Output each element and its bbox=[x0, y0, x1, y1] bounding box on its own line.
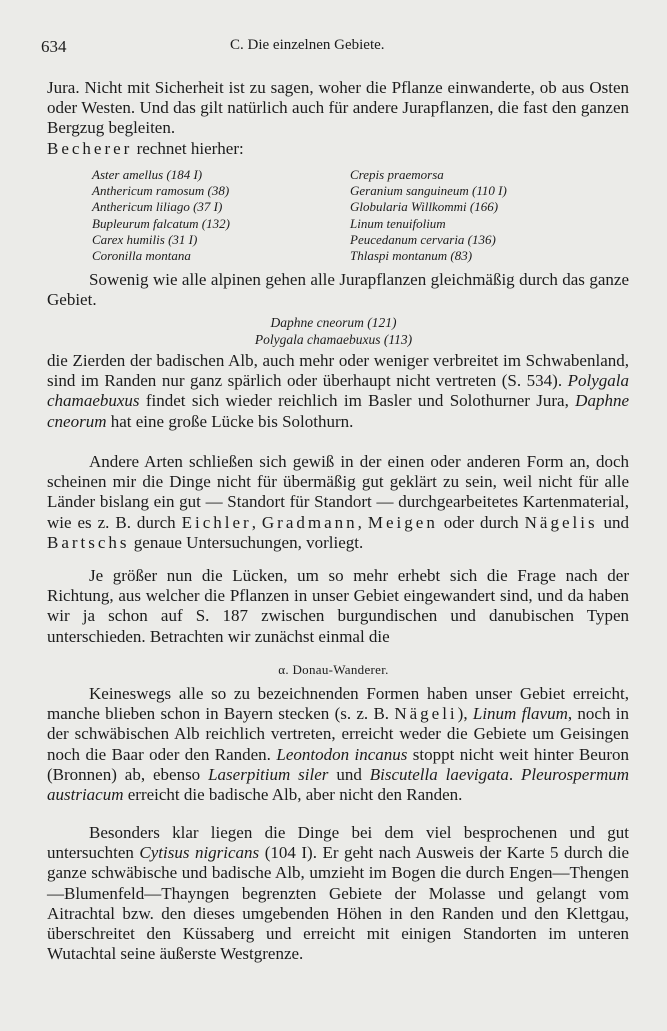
paragraph-zierden: die Zierden der badischen Alb, auch mehr oder weniger verbreitet im Schwabenland, sind im Randen nur ganz spärlich oder überhaupt nicht vertreten (S. 534). Polygala chamaebuxus findet sich wieder reichlich im Basler und Solothurner Jura, Daphne cneorum hat eine große Lücke bis Solothurn. bbox=[47, 351, 629, 431]
page-header bbox=[0, 37, 667, 59]
section-heading: α. Donau-Wanderer. bbox=[278, 662, 389, 677]
species-name: Cytisus nigricans bbox=[139, 843, 260, 863]
list-item: Thlaspi montanum (83) bbox=[350, 248, 473, 264]
species-list-left bbox=[92, 167, 230, 264]
list-item: Daphne cneorum (121) bbox=[270, 315, 397, 330]
species-name: Polygala chamaebuxus bbox=[47, 371, 629, 411]
list-item: Anthericum liliago (37 I) bbox=[92, 199, 223, 215]
species-list-center bbox=[0, 315, 667, 348]
list-item: Carex humilis (31 I) bbox=[92, 231, 198, 247]
list-item: Polygala chamaebuxus (113) bbox=[254, 331, 413, 347]
species-list-right bbox=[350, 167, 507, 264]
list-item: Linum tenuifolium bbox=[350, 215, 446, 231]
page-number: 634 bbox=[41, 37, 67, 56]
paragraph-besonders: Besonders klar liegen die Dinge bei dem viel besprochenen und gut untersuchten Cytisus nigricans (104 I). Er geht nach Ausweis der Karte 5 durch die ganze schwäbische und badische Alb, umzieht im Bogen die durch Engen—Thengen—Blumenfeld—Thayngen begrenzten Gebiete der Molasse und gelangt vom Aitrachtal bzw. den dieses umgebenden Höhen in den Randen und den Klettgau, überschreitet den Küssaberg und erreicht mit einigen Standorten im unteren Wutachtal seine äußerste Westgrenze. bbox=[47, 823, 630, 964]
species-name: Linum flavum bbox=[472, 704, 568, 724]
author-name: Bartschs bbox=[47, 532, 130, 552]
list-item: Crepis praemorsa bbox=[350, 167, 444, 182]
species-name: Biscutella laevigata bbox=[369, 764, 509, 784]
list-item: Peucedanum cervaria (136) bbox=[350, 231, 496, 247]
species-name: Pleurospermum austriacum bbox=[47, 764, 629, 805]
author-becherer: Becherer bbox=[47, 138, 133, 158]
list-item: Anthericum ramosum (38) bbox=[92, 183, 230, 199]
running-title: C. Die einzelnen Gebiete. bbox=[230, 37, 385, 53]
list-item: Aster amellus (184 I) bbox=[92, 167, 203, 182]
list-item: Globularia Willkommi (166) bbox=[350, 199, 499, 215]
species-name: Daphne cneorum bbox=[47, 391, 629, 431]
author-name: Nägelis bbox=[524, 512, 598, 532]
species-name: Laserpitium siler bbox=[208, 764, 329, 784]
author-name: Meigen bbox=[367, 512, 438, 532]
species-name: Leontodon incanus bbox=[276, 744, 408, 764]
list-item: Coronilla montana bbox=[92, 248, 191, 264]
paragraph-andere-arten: Andere Arten schließen sich gewiß in der einen oder anderen Form an, doch scheinen mir die Dinge nicht für übermäßig gut geklärt zu sein, weil nicht für alle Länder bislang ein gut — Standort für Standort — durchgearbeitetes Kartenmaterial, wie es z. B. durch Eichler, Gradmann, Meigen oder durch Nägelis und Bartschs genaue Untersuchungen, vorliegt. bbox=[47, 452, 630, 552]
list-item: Bupleurum falcatum (132) bbox=[92, 215, 230, 231]
author-name: Eichler bbox=[181, 512, 252, 532]
author-name: Nägeli bbox=[394, 704, 458, 724]
paragraph-jura: Jura. Nicht mit Sicherheit ist zu sagen, woher die Pflanze einwanderte, ob aus Osten oder Westen. Und das gilt natürlich auch für andere Jurapflanzen, die fast den ganzen Bergzug begleiten. Becherer rechnet hierher: bbox=[47, 78, 629, 158]
author-name: Gradmann bbox=[261, 512, 358, 532]
list-item: Geranium sanguineum (110 I) bbox=[350, 183, 507, 199]
paragraph-luecken: Je größer nun die Lücken, um so mehr erhebt sich die Frage nach der Richtung, aus welcher die Pflanzen in unser Gebiet eingewandert sind, und da haben wir ja schon auf S. 187 zwischen burgundischen und danubischen Typen unterschieden. Betrachten wir zunächst einmal die bbox=[47, 566, 629, 646]
paragraph-sowenig: Sowenig wie alle alpinen gehen alle Jurapflanzen gleichmäßig durch das ganze Gebiet. bbox=[47, 270, 629, 310]
paragraph-keineswegs: Keineswegs alle so zu bezeichnenden Formen haben unser Gebiet erreicht, manche blieben schon in Bayern stecken (s. z. B. Nägeli), Linum flavum, noch in der schwäbischen Alb reichlich vertreten, erreicht weder die Gebiete um Geisingen noch die Baar oder den Randen. Leontodon incanus stoppt nicht weit hinter Beuron (Bronnen) ab, ebenso Laserpitium siler und Biscutella laevigata. Pleurospermum austriacum erreicht die badische Alb, aber nicht den Randen. bbox=[47, 684, 630, 805]
